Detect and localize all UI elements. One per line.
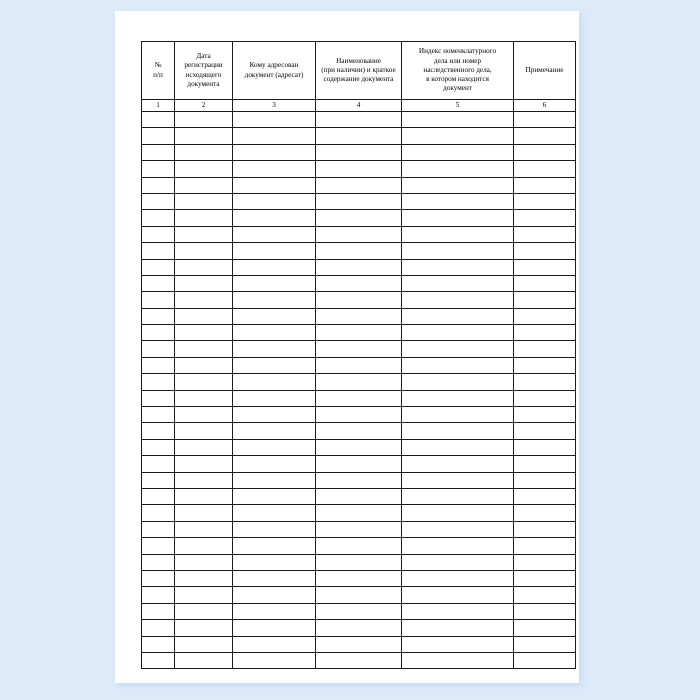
cell-document-name[interactable] [316,292,402,308]
cell-addressee[interactable] [233,554,316,570]
cell-document-name[interactable] [316,554,402,570]
cell-addressee[interactable] [233,390,316,406]
cell-registration-date[interactable] [175,636,233,652]
cell-document-name[interactable] [316,603,402,619]
cell-number[interactable] [142,374,175,390]
cell-number[interactable] [142,193,175,209]
cell-addressee[interactable] [233,603,316,619]
cell-addressee[interactable] [233,210,316,226]
cell-case-index[interactable] [402,488,514,504]
cell-registration-date[interactable] [175,587,233,603]
header-line: (при наличии) и краткое [321,65,396,74]
cell-case-index[interactable] [402,538,514,554]
cell-registration-date[interactable] [175,521,233,537]
cell-document-name[interactable] [316,275,402,291]
cell-number[interactable] [142,226,175,242]
cell-note[interactable] [514,243,576,259]
cell-note[interactable] [514,636,576,652]
header-line: документа [187,79,220,88]
cell-document-name[interactable] [316,357,402,373]
cell-number[interactable] [142,112,175,128]
cell-document-name[interactable] [316,308,402,324]
cell-number[interactable] [142,472,175,488]
cell-note[interactable] [514,587,576,603]
cell-note[interactable] [514,620,576,636]
cell-note[interactable] [514,226,576,242]
cell-case-index[interactable] [402,292,514,308]
cell-registration-date[interactable] [175,538,233,554]
cell-registration-date[interactable] [175,341,233,357]
cell-registration-date[interactable] [175,144,233,160]
header-line: № [154,61,162,70]
cell-document-name[interactable] [316,128,402,144]
cell-addressee[interactable] [233,472,316,488]
column-number: 2 [175,100,233,112]
header-line: п/п [153,70,163,79]
cell-number[interactable] [142,488,175,504]
cell-number[interactable] [142,243,175,259]
cell-number[interactable] [142,570,175,586]
cell-note[interactable] [514,505,576,521]
cell-document-name[interactable] [316,341,402,357]
cell-note[interactable] [514,308,576,324]
table-row [142,488,576,504]
cell-note[interactable] [514,488,576,504]
cell-case-index[interactable] [402,325,514,341]
cell-document-name[interactable] [316,226,402,242]
table-row [142,210,576,226]
cell-note[interactable] [514,538,576,554]
cell-registration-date[interactable] [175,357,233,373]
table-row [142,374,576,390]
cell-case-index[interactable] [402,603,514,619]
table-row [142,112,576,128]
cell-addressee[interactable] [233,407,316,423]
column-number: 3 [233,100,316,112]
column-number: 4 [316,100,402,112]
table-row [142,456,576,472]
cell-registration-date[interactable] [175,472,233,488]
table-row [142,390,576,406]
cell-document-name[interactable] [316,505,402,521]
cell-number[interactable] [142,554,175,570]
header-line: исходящего [185,70,222,79]
cell-addressee[interactable] [233,275,316,291]
cell-addressee[interactable] [233,488,316,504]
cell-registration-date[interactable] [175,226,233,242]
cell-note[interactable] [514,423,576,439]
table-row [142,538,576,554]
cell-case-index[interactable] [402,243,514,259]
header-line: Индекс номенклатурного [418,47,497,56]
cell-case-index[interactable] [402,636,514,652]
cell-number[interactable] [142,341,175,357]
cell-number[interactable] [142,390,175,406]
cell-case-index[interactable] [402,587,514,603]
cell-registration-date[interactable] [175,603,233,619]
table-row [142,144,576,160]
header-cell-note [514,42,576,100]
cell-note[interactable] [514,374,576,390]
cell-addressee[interactable] [233,128,316,144]
cell-addressee[interactable] [233,357,316,373]
document-page [115,11,579,683]
cell-case-index[interactable] [402,226,514,242]
cell-number[interactable] [142,292,175,308]
cell-note[interactable] [514,259,576,275]
cell-note[interactable] [514,193,576,209]
cell-document-name[interactable] [316,210,402,226]
header-line: регистрации [184,61,223,70]
cell-case-index[interactable] [402,357,514,373]
cell-note[interactable] [514,357,576,373]
cell-document-name[interactable] [316,538,402,554]
cell-case-index[interactable] [402,521,514,537]
cell-number[interactable] [142,308,175,324]
header-line: документ (адресат) [244,70,304,79]
cell-registration-date[interactable] [175,161,233,177]
cell-note[interactable] [514,292,576,308]
header-cell-document-name [316,42,402,100]
cell-addressee[interactable] [233,341,316,357]
cell-case-index[interactable] [402,275,514,291]
cell-addressee[interactable] [233,161,316,177]
cell-addressee[interactable] [233,243,316,259]
cell-case-index[interactable] [402,112,514,128]
table-row [142,603,576,619]
cell-registration-date[interactable] [175,292,233,308]
cell-addressee[interactable] [233,439,316,455]
cell-case-index[interactable] [402,505,514,521]
cell-addressee[interactable] [233,144,316,160]
table-row [142,193,576,209]
table-row [142,292,576,308]
cell-addressee[interactable] [233,308,316,324]
cell-case-index[interactable] [402,128,514,144]
cell-note[interactable] [514,652,576,668]
cell-registration-date[interactable] [175,456,233,472]
cell-registration-date[interactable] [175,407,233,423]
cell-registration-date[interactable] [175,554,233,570]
column-number: 6 [514,100,576,112]
cell-registration-date[interactable] [175,620,233,636]
cell-registration-date[interactable] [175,505,233,521]
cell-case-index[interactable] [402,259,514,275]
cell-addressee[interactable] [233,177,316,193]
column-number: 1 [142,100,175,112]
cell-number[interactable] [142,620,175,636]
header-cell-addressee [233,42,316,100]
cell-number[interactable] [142,128,175,144]
cell-note[interactable] [514,456,576,472]
cell-note[interactable] [514,341,576,357]
header-line: документ [443,84,472,93]
cell-number[interactable] [142,144,175,160]
cell-note[interactable] [514,554,576,570]
cell-number[interactable] [142,521,175,537]
cell-document-name[interactable] [316,456,402,472]
table-row [142,620,576,636]
cell-addressee[interactable] [233,112,316,128]
cell-case-index[interactable] [402,210,514,226]
cell-registration-date[interactable] [175,390,233,406]
cell-addressee[interactable] [233,538,316,554]
cell-registration-date[interactable] [175,439,233,455]
cell-addressee[interactable] [233,259,316,275]
cell-document-name[interactable] [316,652,402,668]
cell-number[interactable] [142,275,175,291]
cell-addressee[interactable] [233,521,316,537]
cell-registration-date[interactable] [175,210,233,226]
table-row [142,407,576,423]
cell-registration-date[interactable] [175,308,233,324]
cell-document-name[interactable] [316,439,402,455]
cell-registration-date[interactable] [175,374,233,390]
cell-number[interactable] [142,161,175,177]
cell-addressee[interactable] [233,292,316,308]
cell-addressee[interactable] [233,193,316,209]
table-row [142,521,576,537]
cell-document-name[interactable] [316,570,402,586]
cell-note[interactable] [514,521,576,537]
cell-case-index[interactable] [402,652,514,668]
table-row [142,652,576,668]
cell-registration-date[interactable] [175,177,233,193]
header-cell-registration-date [175,42,233,100]
cell-number[interactable] [142,423,175,439]
cell-note[interactable] [514,390,576,406]
cell-number[interactable] [142,357,175,373]
cell-addressee[interactable] [233,570,316,586]
cell-addressee[interactable] [233,456,316,472]
table-row [142,275,576,291]
table-row [142,472,576,488]
cell-case-index[interactable] [402,570,514,586]
table-row [142,226,576,242]
cell-document-name[interactable] [316,161,402,177]
table-header [142,42,576,112]
cell-number[interactable] [142,210,175,226]
cell-document-name[interactable] [316,374,402,390]
header-line: в котором находится [426,75,489,84]
header-line: содержание документа [323,75,394,84]
header-line: Кому адресован [249,61,299,70]
table-row [142,505,576,521]
table-row [142,128,576,144]
table-row [142,423,576,439]
cell-number[interactable] [142,456,175,472]
cell-registration-date[interactable] [175,423,233,439]
cell-case-index[interactable] [402,341,514,357]
cell-document-name[interactable] [316,521,402,537]
cell-addressee[interactable] [233,652,316,668]
table-row [142,439,576,455]
cell-registration-date[interactable] [175,193,233,209]
table-row [142,357,576,373]
cell-case-index[interactable] [402,554,514,570]
cell-addressee[interactable] [233,226,316,242]
cell-case-index[interactable] [402,407,514,423]
cell-document-name[interactable] [316,587,402,603]
cell-number[interactable] [142,505,175,521]
cell-registration-date[interactable] [175,128,233,144]
header-cell-number [142,42,175,100]
cell-case-index[interactable] [402,177,514,193]
cell-registration-date[interactable] [175,325,233,341]
cell-addressee[interactable] [233,636,316,652]
table-row [142,308,576,324]
cell-document-name[interactable] [316,193,402,209]
cell-number[interactable] [142,439,175,455]
table-row [142,161,576,177]
cell-number[interactable] [142,259,175,275]
outgoing-documents-register-table [141,41,576,669]
cell-addressee[interactable] [233,325,316,341]
cell-case-index[interactable] [402,620,514,636]
cell-document-name[interactable] [316,620,402,636]
table-row [142,177,576,193]
table-row [142,636,576,652]
table-row [142,325,576,341]
column-number-row [142,100,576,112]
cell-number[interactable] [142,603,175,619]
cell-document-name[interactable] [316,390,402,406]
cell-registration-date[interactable] [175,570,233,586]
cell-addressee[interactable] [233,423,316,439]
cell-case-index[interactable] [402,456,514,472]
cell-case-index[interactable] [402,390,514,406]
table-row [142,259,576,275]
cell-note[interactable] [514,275,576,291]
header-line: дела или номер [433,56,482,65]
table-row [142,341,576,357]
cell-number[interactable] [142,407,175,423]
cell-document-name[interactable] [316,144,402,160]
cell-number[interactable] [142,177,175,193]
cell-addressee[interactable] [233,505,316,521]
cell-registration-date[interactable] [175,243,233,259]
cell-document-name[interactable] [316,325,402,341]
cell-note[interactable] [514,325,576,341]
cell-document-name[interactable] [316,636,402,652]
cell-case-index[interactable] [402,439,514,455]
cell-note[interactable] [514,177,576,193]
cell-addressee[interactable] [233,587,316,603]
table-row [142,570,576,586]
table-row [142,587,576,603]
cell-document-name[interactable] [316,472,402,488]
cell-note[interactable] [514,439,576,455]
cell-document-name[interactable] [316,423,402,439]
register-sheet [141,41,564,669]
header-line: наследственного дела, [423,65,492,74]
cell-note[interactable] [514,570,576,586]
cell-case-index[interactable] [402,308,514,324]
table-row [142,243,576,259]
cell-document-name[interactable] [316,259,402,275]
cell-note[interactable] [514,128,576,144]
cell-registration-date[interactable] [175,652,233,668]
header-cell-case-index [402,42,514,100]
cell-number[interactable] [142,652,175,668]
header-line: Примечание [525,65,564,74]
cell-case-index[interactable] [402,193,514,209]
column-number: 5 [402,100,514,112]
cell-note[interactable] [514,112,576,128]
cell-note[interactable] [514,210,576,226]
cell-registration-date[interactable] [175,275,233,291]
cell-case-index[interactable] [402,374,514,390]
cell-note[interactable] [514,144,576,160]
cell-addressee[interactable] [233,620,316,636]
cell-registration-date[interactable] [175,259,233,275]
cell-number[interactable] [142,538,175,554]
cell-case-index[interactable] [402,144,514,160]
table-row [142,554,576,570]
header-line: Наименование [336,56,381,65]
cell-note[interactable] [514,161,576,177]
cell-number[interactable] [142,325,175,341]
header-row [142,42,576,100]
cell-registration-date[interactable] [175,112,233,128]
cell-document-name[interactable] [316,177,402,193]
cell-number[interactable] [142,636,175,652]
cell-note[interactable] [514,603,576,619]
cell-addressee[interactable] [233,374,316,390]
cell-note[interactable] [514,472,576,488]
cell-document-name[interactable] [316,112,402,128]
cell-registration-date[interactable] [175,488,233,504]
table-body [142,112,576,669]
cell-case-index[interactable] [402,423,514,439]
cell-document-name[interactable] [316,243,402,259]
cell-number[interactable] [142,587,175,603]
header-line: Дата [196,52,211,61]
cell-document-name[interactable] [316,488,402,504]
cell-case-index[interactable] [402,161,514,177]
cell-case-index[interactable] [402,472,514,488]
cell-document-name[interactable] [316,407,402,423]
cell-note[interactable] [514,407,576,423]
